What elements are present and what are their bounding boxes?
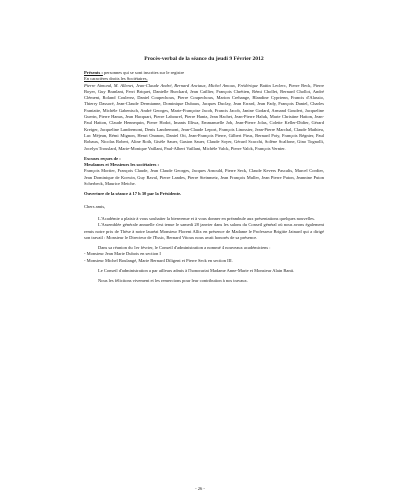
paragraph-honorariat: Le Conseil d'administration a par ailleurs admis à l'honorariat Madame Anne-Marie et Monsieur Alain Banti. — [98, 268, 295, 274]
presents-names — [84, 83, 324, 152]
excuses-names: François Mortier, François Claude, Jean Claude Georges, Jacques Arnould, Pierre Seck, Claude Kevers Pascalis, Marcel Cordier, Jean Dominique de Korwin, Guy Raval, Pierre Landes, Pierre Steinmetz, Jean François Muller, Jean Pierre Puton, Jeannine Puton Scherbeck, Maurice Metche. — [84, 168, 324, 187]
presents-names-rest: Battin Leclerc, Pierre Beck, Pierre Boyer, Guy Branlant, Ferri Briquet, Danielle Burckard, Jean Caillier, François Chrétien, Rémi Chollet, Bernard Chollot, André Clément, Roland Coulerez, Daniel Coupechoux, Pierre Coupechoux, Marion Crehange, Blandine Cyprienn, Francis d'Alassio, Thierry Dassoré, Jean-Claude Dermianne, Dominique Dubaux, Jacques Duclay, Jean Errard, Jean Fady, François Daniel, Charles Franiatte, Michèle Gabenisch, André Georges, Marie-Françoise Jacob, Francis Jacob, Janine Godard, Armand Goudert, Jacqueline Guerin, Pierre Hanus, Jean Hacquart, Pierre Labourel, Pierre Hantz, Jean Hachet, Jean-Pierre Haluk, Marie Christine Hatton, Jean-Paul Hatton, Claude Hennequin, Pierre Hodot, Imants Illiwa, Emmanuelle Job, Jean-Pierre Jolas, Colette Keller-Didier, Gérard Kreiger, Jacqueline Landremont, Denis Landremont, Jean-Claude Leport, François Linossier, Jean-Pierre Marchal, Claude Mathieu, Luc Méjean, Rémi Mignon, Henri Onanon, Daniel Ott, Jean-François Pierre, Gilbert Pirus, Bernard Poty, François Régnier, Paul Robaux, Nicolas Robert, Aline Roth, Gisèle Sauer, Gaston Sauer, Claude Soyer, Gérard Scacchi, Solène Scalfone, Gino Tognolli, Jocelyn Trouslard, Marie-Monique Vaillant, Paul-Albert Vaillant, Michèle Valck, Pierre Valck, François Vernier. — [84, 82, 324, 151]
paragraph-assemblee: L'Assemblée générale annuelle s'est tenue le samedi 28 janvier dans les salons du Conseil général où nous avons également remis notre prix de Thèse à notre lauréat Monsieur Florent Allix en présence de Madame le Professeur Brigitte Jainard qui a dirigé son travail : Monsieur le Directeur de l'Essic, Bernard Vitoux nous avait honorés de sa présence. — [84, 222, 324, 240]
presents-subheading: En caractères droits les Sociétaires, — [84, 76, 148, 82]
presents-heading: Présents : — [84, 70, 103, 75]
paragraph-felicitations: Nous les félicitons vivement et les remercions pour leur contribution à nos travaux. — [98, 278, 248, 284]
excuses-subheading: Mesdames et Messieurs les sociétaires : — [84, 162, 160, 168]
presents-intro: personnes qui se sont inscrites sur le registre — [102, 70, 185, 75]
paragraph-conseil: Dans sa réunion du 1er février, le Conseil d'administration a nommé 4 nouveaux académiciens : — [98, 245, 271, 251]
paragraph-intro: L'Académie a plaisir à vous souhaiter la bienvenue et à vous donner en préambule aux présentations quelques nouvelles. — [98, 215, 315, 221]
page-number: - 26 - — [195, 486, 205, 491]
excuses-heading: Excuses reçues de : — [84, 155, 121, 161]
page-title: Procès-verbal de la séance du jeudi 9 Février 2012 — [144, 56, 264, 62]
document-page — [84, 56, 324, 285]
paragraph-nomination-1: - Monsieur Jean Marie Dubois en section I — [84, 251, 161, 257]
presents-names-italic: Pierre Aimond, M. Allenet, Jean-Claude André, Bernard Anciaux, Michel Amoux, Frédérique — [84, 82, 258, 88]
greeting: Chers amis, — [84, 203, 106, 209]
paragraph-nomination-2: - Monsieur Michel Boulangé, Marie Bernard Diligent et Pierre Seck en section III. — [84, 257, 233, 263]
ouverture-heading: Ouverture de la séance à 17 h 30 par la Présidente. — [84, 191, 182, 197]
